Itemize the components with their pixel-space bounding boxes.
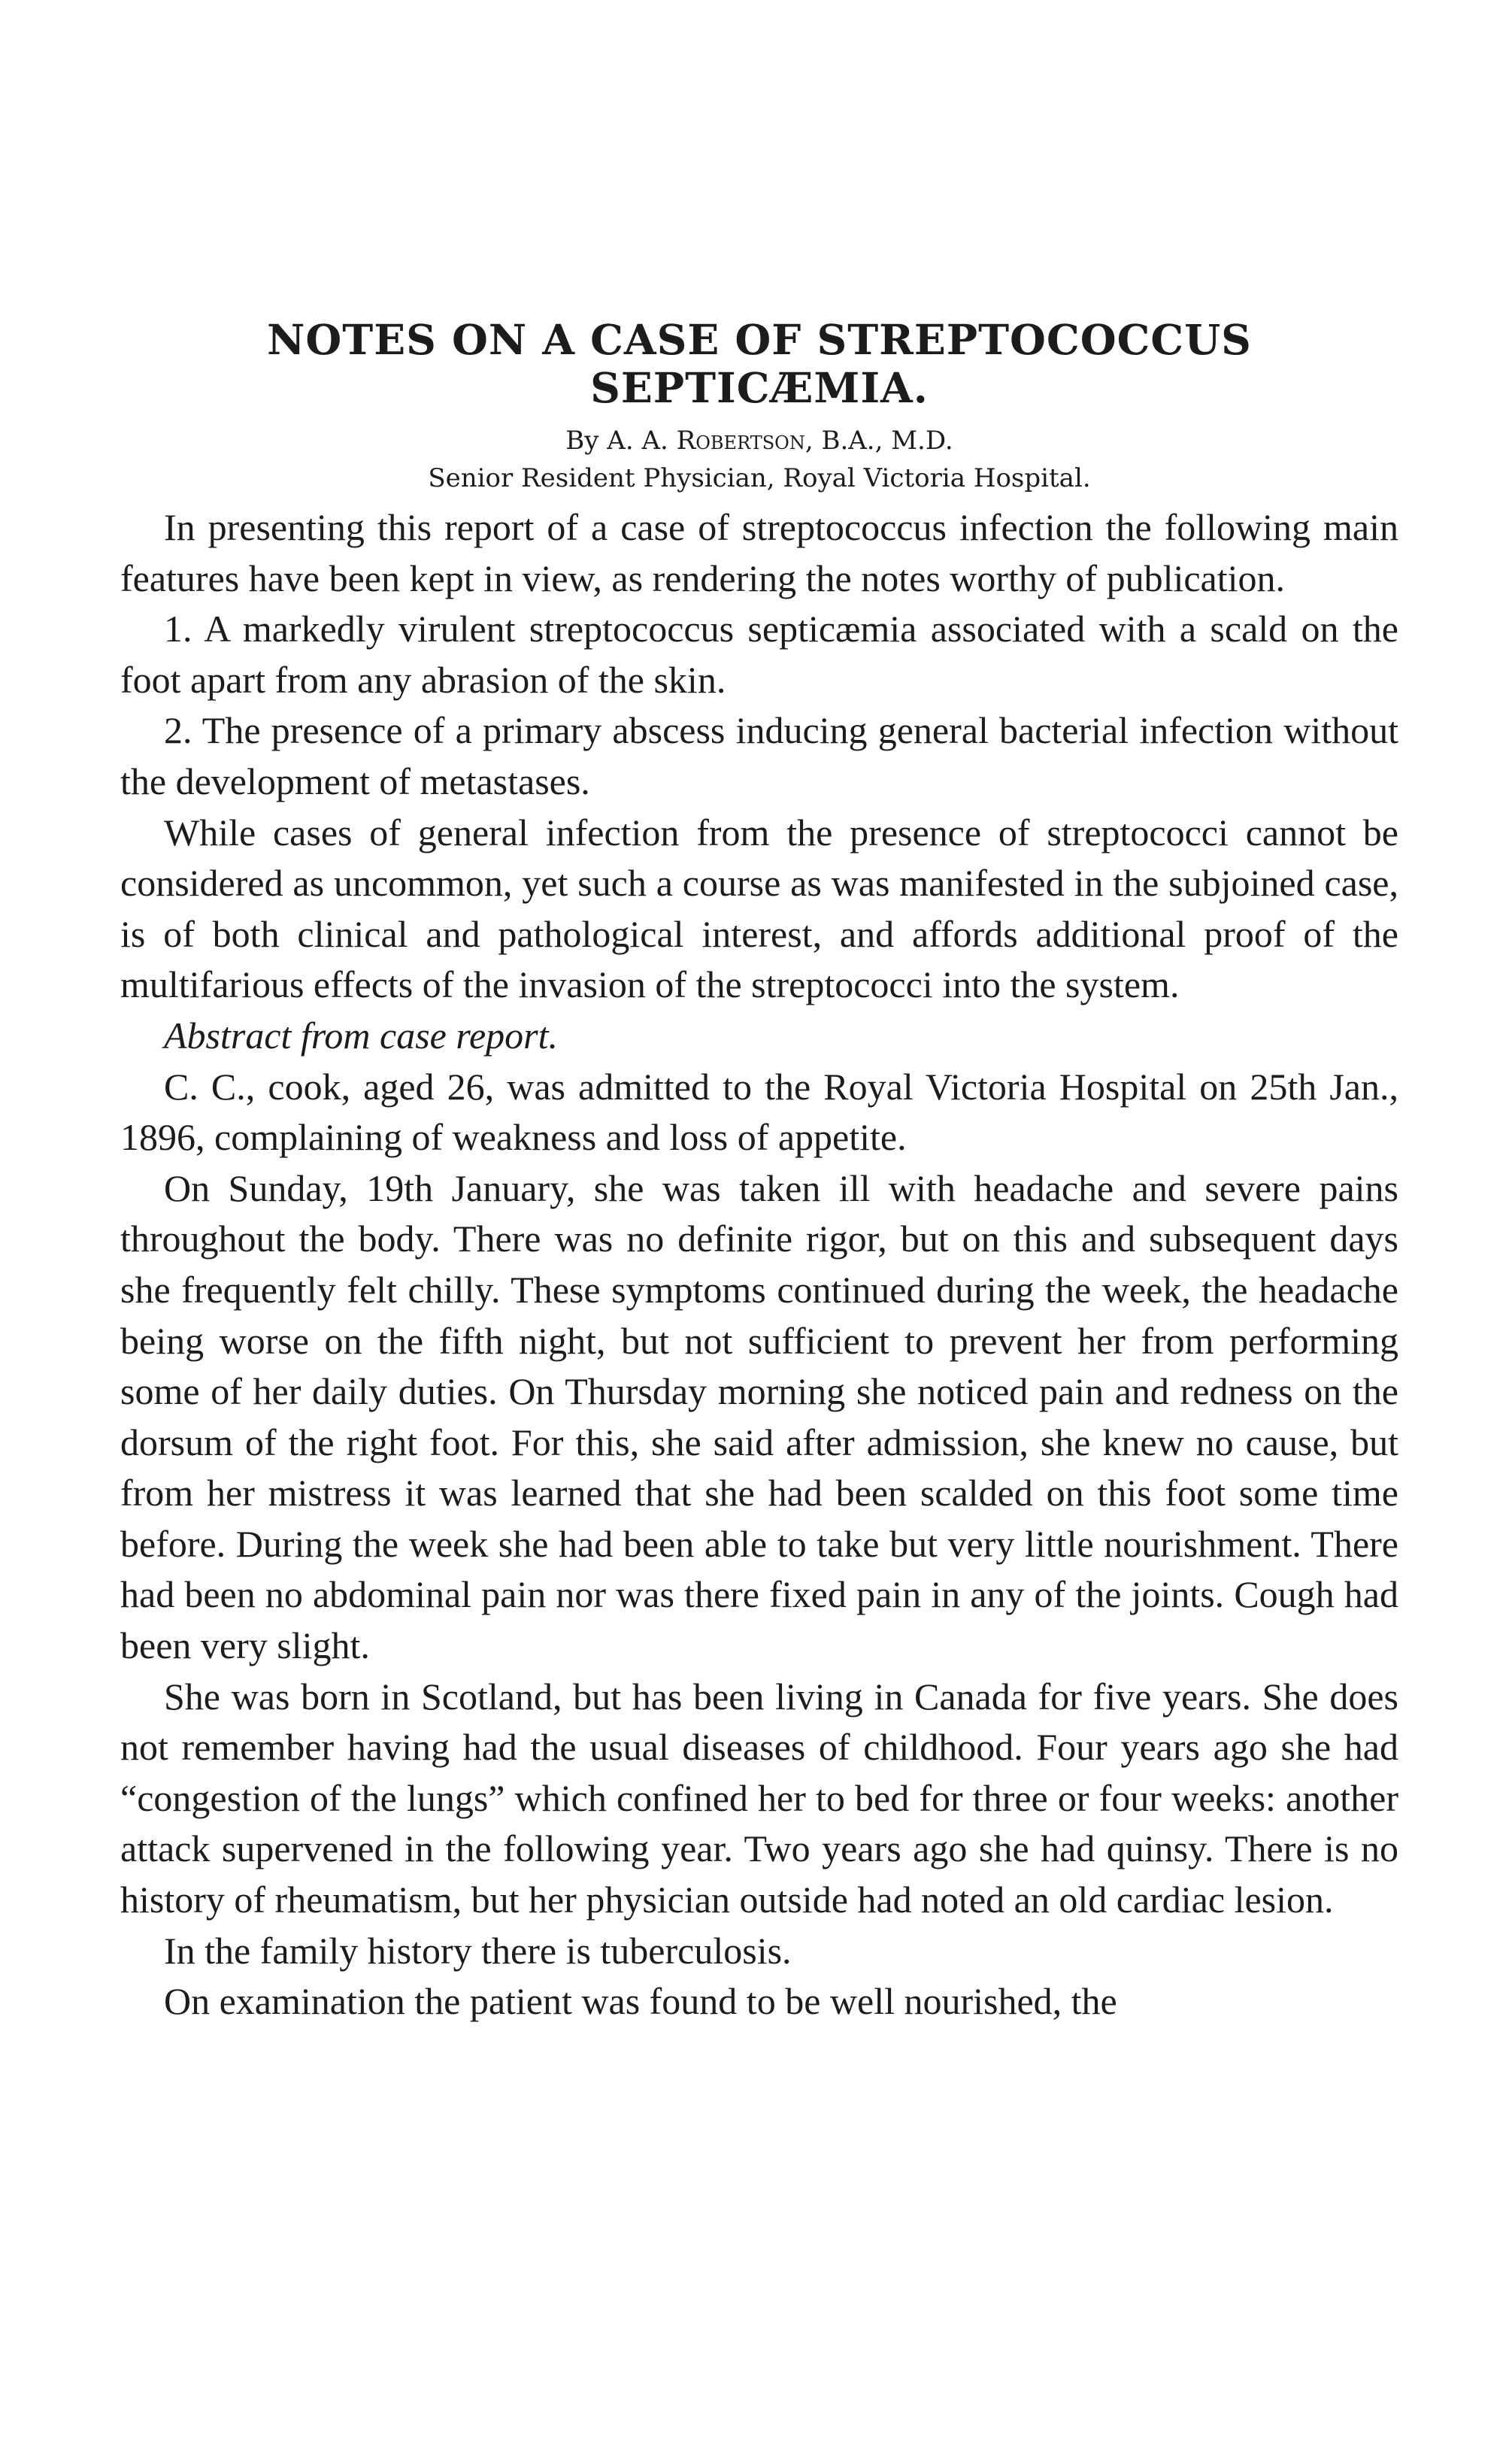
byline-prefix: By [565, 426, 599, 456]
section-heading-abstract: Abstract from case report. [164, 1014, 559, 1057]
paragraph-family-history: In the family history there is tuberculosis. [164, 1929, 792, 1972]
article-body [120, 502, 1398, 2027]
paragraph-general-infection: While cases of general infection from the presence of streptococci cannot be considered as uncommon, yet such a course as was manifested in the subjoined case, is of both clinical and pathological interest, and affords additional proof of the multifarious effects of the invasion of the streptococci into the system. [120, 811, 1398, 1006]
paragraph-point-1: 1. A markedly virulent streptococcus septicæmia associated with a scald on the foot apart from any abrasion of the skin. [120, 608, 1398, 701]
author-byline [120, 424, 1398, 457]
paragraph-history-past: She was born in Scotland, but has been living in Canada for five years. She does not remember having had the usual diseases of childhood. Four years ago she had “congestion of the lungs” which confined her to bed for three or four weeks: another attack supervened in the following year. Two years ago she had quinsy. There is no history of rheumatism, but her physician outside had noted an old cardiac lesion. [120, 1675, 1398, 1921]
paragraph-examination: On examination the patient was found to be well nourished, the [164, 1980, 1117, 2023]
author-name: A. A. Robertson, B.A., M.D. [607, 426, 953, 456]
paragraph-history-present: On Sunday, 19th January, she was taken ill with headache and severe pains throughout the body. There was no definite rigor, but on this and subsequent days she frequently felt chilly. These symptoms continued during the week, the headache being worse on the fifth night, but not sufficient to prevent her from performing some of her daily duties. On Thursday morning she noticed pain and redness on the dorsum of the right foot. For this, she said after admission, she knew no cause, but from her mistress it was learned that she had been scalded on this foot some time before. During the week she had been able to take but very little nourishment. There had been no abdominal pain nor was there fixed pain in any of the joints. Cough had been very slight. [120, 1166, 1398, 1667]
paragraph-admission: C. C., cook, aged 26, was admitted to the Royal Victoria Hospital on 25th Jan., 1896, complaining of weakness and loss of appetite. [120, 1065, 1398, 1159]
article-title: NOTES ON A CASE OF STREPTOCOCCUS SEPTICÆMIA. [267, 315, 1252, 412]
document-page [120, 316, 1398, 2027]
paragraph-intro: In presenting this report of a case of streptococcus infection the following main features have been kept in view, as rendering the notes worthy of publication. [120, 506, 1398, 599]
paragraph-point-2: 2. The presence of a primary abscess inducing general bacterial infection without the development of metastases. [120, 709, 1398, 802]
author-affiliation: Senior Resident Physician, Royal Victoria Hospital. [428, 463, 1091, 493]
